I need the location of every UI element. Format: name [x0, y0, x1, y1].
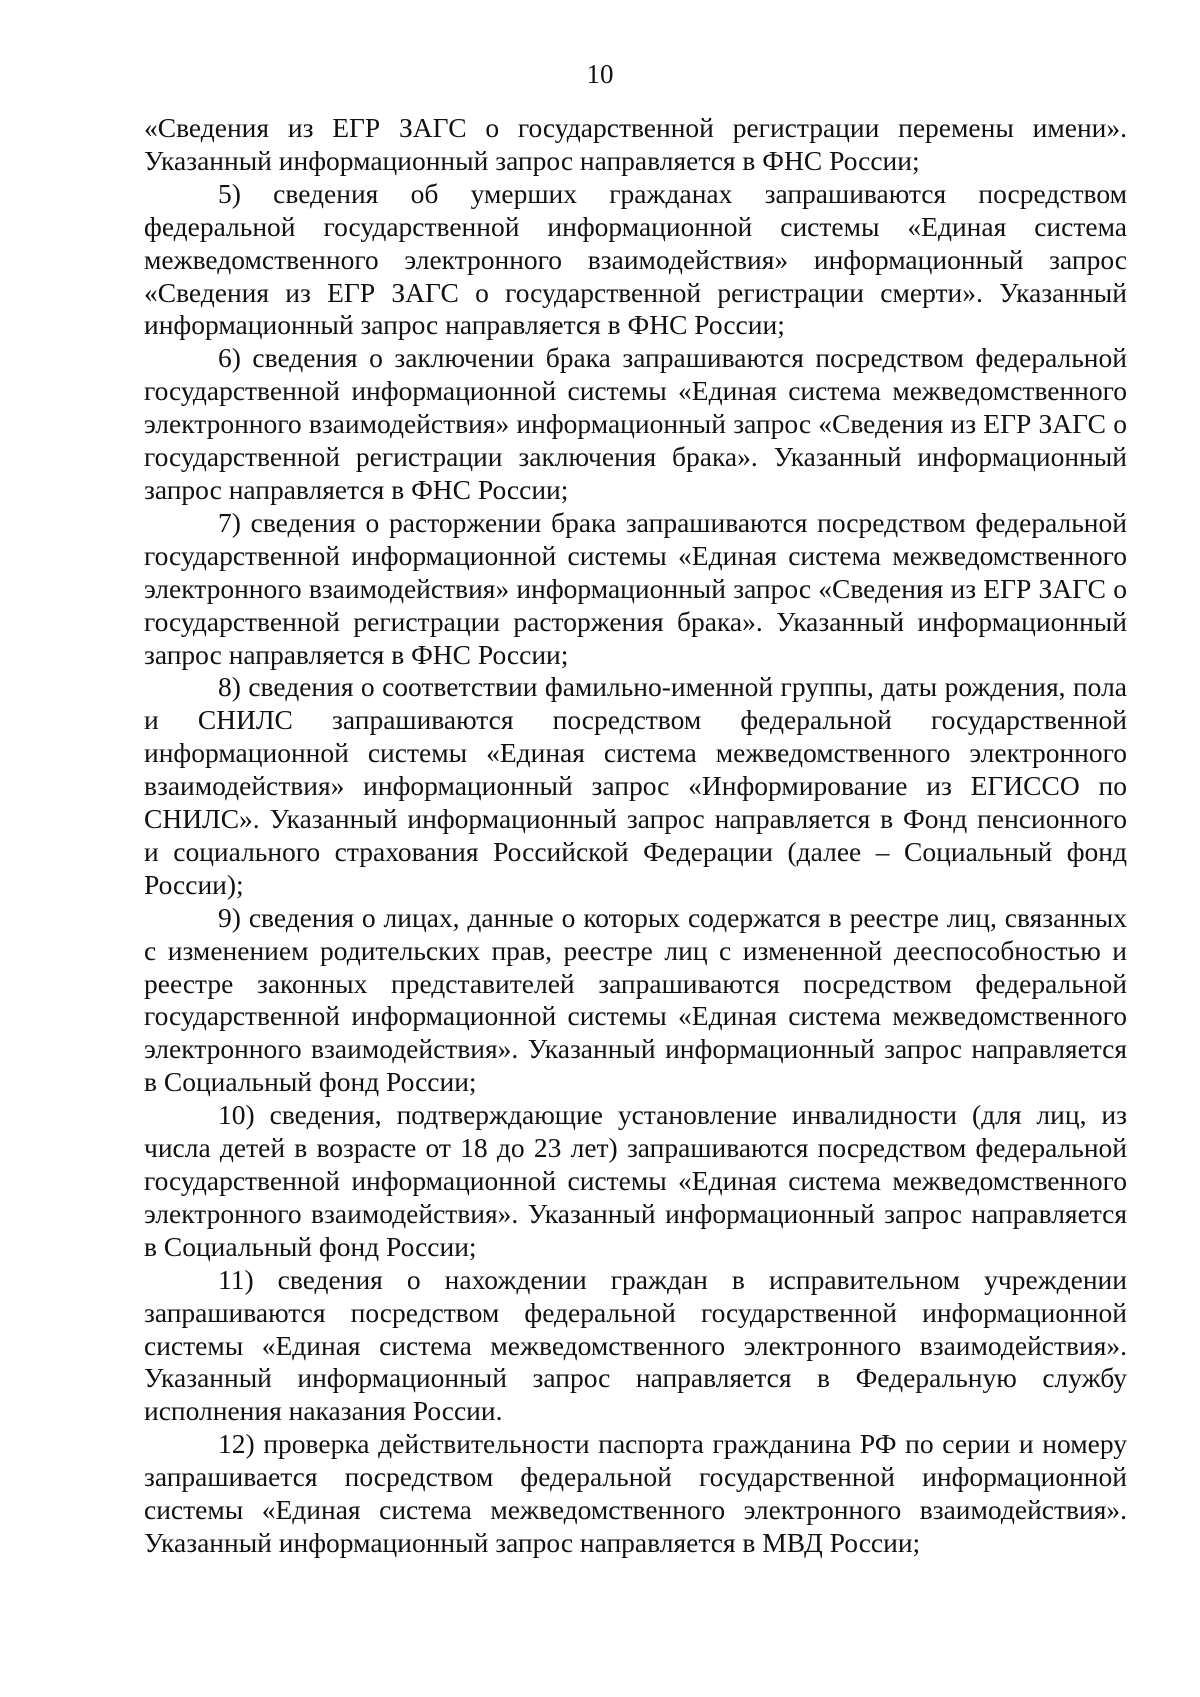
paragraph-item-7: 7) сведения о расторжении брака запрашиваются посредством федеральной государственной информационной системы «Единая система межведомственного электронного взаимодействия» информационный запрос «Сведения из ЕГР ЗАГС о государственной регистрации расторжения брака». Указанный информационный запрос направляется в ФНС России;: [144, 506, 1127, 670]
paragraph-item-10: 10) сведения, подтверждающие установление инвалидности (для лиц, из числа детей в возрасте от 18 до 23 лет) запрашиваются посредством федеральной государственной информационной системы «Единая система межведомственного электронного взаимодействия». Указанный информационный запрос направляется в Социальный фонд России;: [144, 1099, 1127, 1262]
paragraph-item-9: 9) сведения о лицах, данные о которых содержатся в реестре лиц, связанных с изменением родительских прав, реестре лиц с измененной дееспособностью и реестре законных представителей запрашиваются посредством федеральной государственной информационной системы «Единая система межведомственного электронного взаимодействия». Указанный информационный запрос направляется в Социальный фонд России;: [144, 901, 1127, 1098]
paragraph-continuation: «Сведения из ЕГР ЗАГС о государственной регистрации перемены имени». Указанный информационный запрос направляется в ФНС России;: [144, 112, 1127, 176]
document-body: [144, 112, 1127, 1560]
paragraph-item-6: 6) сведения о заключении брака запрашиваются посредством федеральной государственной информационной системы «Единая система межведомственного электронного взаимодействия» информационный запрос «Сведения из ЕГР ЗАГС о государственной регистрации заключения брака». Указанный информационный запрос направляется в ФНС России;: [144, 342, 1127, 505]
paragraph-item-8: 8) сведения о соответствии фамильно-именной группы, даты рождения, пола и СНИЛС запрашиваются посредством федеральной государственной информационной системы «Единая система межведомственного электронного взаимодействия» информационный запрос «Информирование из ЕГИССО по СНИЛС». Указанный информационный запрос направляется в Фонд пенсионного и социального страхования Российской Федерации (далее – Социальный фонд России);: [144, 671, 1127, 900]
paragraph-item-12: 12) проверка действительности паспорта гражданина РФ по серии и номеру запрашивается посредством федеральной государственной информационной системы «Единая система межведомственного электронного взаимодействия». Указанный информационный запрос направляется в МВД России;: [144, 1428, 1127, 1558]
paragraph-item-11: 11) сведения о нахождении граждан в исправительном учреждении запрашиваются посредством федеральной государственной информационной системы «Единая система межведомственного электронного взаимодействия». Указанный информационный запрос направляется в Федеральную службу исполнения наказания России.: [144, 1263, 1127, 1427]
page-number: 10: [586, 59, 614, 89]
paragraph-item-5: 5) сведения об умерших гражданах запрашиваются посредством федеральной государственной информационной системы «Единая система межведомственного электронного взаимодействия» информационный запрос «Сведения из ЕГР ЗАГС о государственной регистрации смерти». Указанный информационный запрос направляется в ФНС России;: [144, 177, 1127, 341]
